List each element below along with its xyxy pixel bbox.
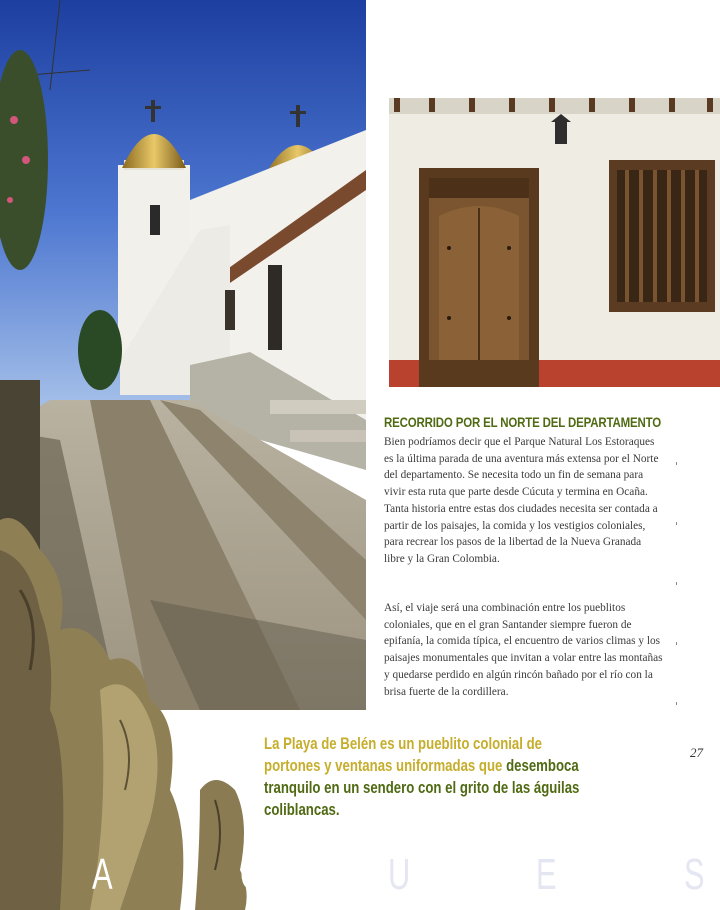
tick-mark xyxy=(676,642,677,645)
page-number: 27 xyxy=(690,745,703,760)
caption-part-3: desemboca tranquilo en un sendero con el grito de las águilas coliblancas. xyxy=(264,757,580,819)
pull-quote-caption xyxy=(264,733,600,821)
tick-mark xyxy=(676,582,677,585)
article-paragraph-2: Así, el viaje será una combinación entre los pueblitos coloniales, que en el gran Santander siempre fueron de epifanía, la comida típica, el encuentro de varios climas y los paisajes monumentales que invitan a volar entre las montañas y quedarse perdido en algún rincón bañado por el río con la brisa fuerte de la cordillera. xyxy=(384,602,663,698)
caption-part-1: La Playa de Belén es un pueblito colonial de portones y ventanas xyxy=(264,735,542,775)
door-photo xyxy=(389,98,720,387)
decorative-letter: U xyxy=(388,850,411,899)
decorative-letter: A xyxy=(92,850,113,899)
article-paragraph-1: Bien podríamos decir que el Parque Natural Los Estoraques es la última parada de una aventura más extensa por el Norte del departamento. Se necesita todo un fin de semana para vivir esta ruta que parte desde Cúcuta y termina en Ocaña. Tanta historia entre estas dos ciudades necesita ser contada a partir de los paisajes, la comida y los vestigios coloniales, para recrear los pasos de la libertad de la Nueva Granada libre y la Gran Colombia. xyxy=(384,436,659,565)
article-heading: RECORRIDO POR EL NORTE DEL DEPARTAMENTO xyxy=(384,414,662,430)
decorative-letter: Q xyxy=(240,850,264,899)
decorative-letters-row xyxy=(0,850,720,910)
tick-mark xyxy=(676,462,677,465)
decorative-letter: S xyxy=(684,850,705,899)
caption-part-2: uniformadas que xyxy=(396,757,503,775)
tick-mark xyxy=(676,522,677,525)
rock-formations-photo xyxy=(0,490,270,910)
decorative-letter: E xyxy=(536,850,557,899)
tick-mark xyxy=(676,702,677,705)
